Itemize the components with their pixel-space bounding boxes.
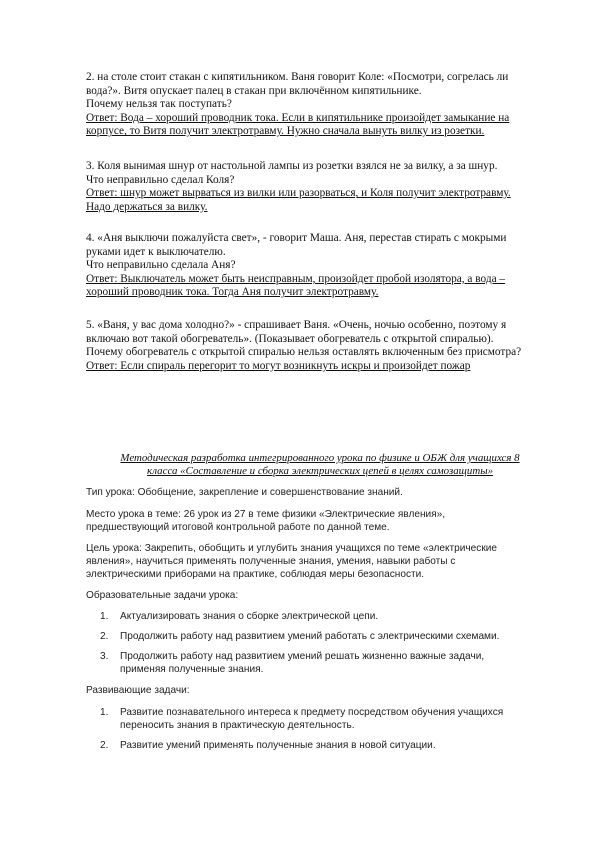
list-item-text — [120, 610, 554, 623]
list-item-text — [120, 650, 554, 676]
answer-text: Надо держаться за вилку. — [86, 200, 208, 213]
answer-text: хороший проводник тока. Тогда Аня получит электротравму. — [86, 286, 379, 299]
question-text: Почему обогреватель с открытой спиралью нельзя оставлять включенным без присмотра? — [86, 346, 522, 359]
question-text: руками идет к выключателю. — [86, 245, 226, 258]
list-item — [86, 610, 554, 623]
list-line: переносить знания в практическую деятельность. — [120, 719, 355, 731]
educational-tasks-heading: Образовательные задачи урока: — [86, 589, 239, 601]
list-line: Актуализировать знания о сборке электрической цепи. — [120, 611, 379, 623]
list-item — [86, 630, 554, 643]
question-text: Что неправильно сделал Коля? — [86, 173, 235, 186]
lesson-plan-section — [86, 452, 554, 760]
list-item-text — [120, 630, 554, 643]
paragraph-line: предшествующий итоговой контрольной работе по данной теме. — [86, 521, 390, 533]
question-2-block — [86, 71, 556, 139]
answer-text: Ответ: Вода – хороший проводник тока. Если в кипятильнике произойдет замыкание на — [86, 111, 510, 124]
paragraph-line: Место урока в теме: 26 урок из 27 в теме физики «Электрические явления», — [86, 508, 446, 520]
title-line: класса «Составление и сборка электрических цепей в целях самозащиты» — [146, 465, 494, 478]
question-3-block — [86, 160, 556, 214]
paragraph-line: электрическими приборами на практике, соблюдая меры безопасности. — [86, 568, 425, 580]
answer-text: Ответ: шнур может вырваться из вилки или разорваться, и Коля получит электротравму. — [86, 187, 511, 200]
list-item-text — [120, 739, 554, 752]
list-number: 2. — [100, 631, 109, 643]
lesson-plan-title — [86, 452, 554, 478]
question-text: вода?». Витя опускает палец в стакан при включённом кипятильнике. — [86, 84, 422, 97]
list-item — [86, 706, 554, 732]
list-line: применяя полученные знания. — [120, 664, 264, 676]
list-line: Развитие познавательного интереса к предмету посредством обучения учащихся — [120, 706, 504, 718]
list-number: 2. — [100, 739, 109, 751]
list-line: Продолжить работу над развитием умений решать жизненно важные задачи, — [120, 651, 485, 663]
question-text: включаю вот такой обогреватель». (Показывает обогреватель с открытой спиралью). — [86, 332, 494, 345]
question-4-block — [86, 232, 556, 300]
list-number: 1. — [100, 611, 109, 623]
question-text: 5. «Ваня, у вас дома холодно?» - спрашивает Ваня. «Очень, ночью особенно, поэтому я — [86, 319, 507, 331]
paragraph-line: явления», научиться применять полученные знания, умения, навыки работы с — [86, 555, 456, 567]
question-text: Что неправильно сделала Аня? — [86, 259, 236, 272]
lesson-type: Тип урока: Обобщение, закрепление и совершенствование знаний. — [86, 487, 403, 499]
developmental-tasks-list — [86, 706, 554, 752]
list-item — [86, 739, 554, 752]
question-text: 4. «Аня выключи пожалуйста свет», - говорит Маша. Аня, перестав стирать с мокрыми — [86, 232, 507, 244]
list-line: Продолжить работу над развитием умений работать с электрическими схемами. — [120, 631, 500, 643]
question-text: 3. Коля вынимая шнур от настольной лампы из розетки взялся не за вилку, а за шнур. — [86, 160, 498, 172]
list-line: Развитие умений применять полученные знания в новой ситуации. — [120, 739, 436, 751]
answer-text: Ответ: Если спираль перегорит то могут возникнуть искры и произойдет пожар — [86, 359, 471, 372]
developmental-tasks-heading: Развивающие задачи: — [86, 685, 190, 697]
question-text: 2. на столе стоит стакан с кипятильником. Ваня говорит Коле: «Посмотри, согрелась ли — [86, 71, 509, 83]
lesson-place — [86, 508, 554, 534]
educational-tasks-list — [86, 610, 554, 676]
answer-text: корпусе, то Витя получит электротравму. Нужно сначала вынуть вилку из розетки. — [86, 125, 485, 138]
answer-text: Ответ: Выключатель может быть неисправным, произойдет пробой изолятора, а вода – — [86, 272, 506, 285]
list-item-text — [120, 706, 554, 732]
list-item — [86, 650, 554, 676]
list-number: 1. — [100, 706, 109, 718]
question-text: Почему нельзя так поступать? — [86, 98, 232, 111]
paragraph-line: Цель урока: Закрепить, обобщить и углубить знания учащихся по теме «электрические — [86, 542, 498, 554]
question-5-block — [86, 319, 556, 373]
lesson-goal — [86, 542, 554, 581]
list-number: 3. — [100, 651, 109, 663]
title-line: Методическая разработка интегрированного урока по физике и ОБЖ для учащихся 8 — [120, 452, 520, 464]
